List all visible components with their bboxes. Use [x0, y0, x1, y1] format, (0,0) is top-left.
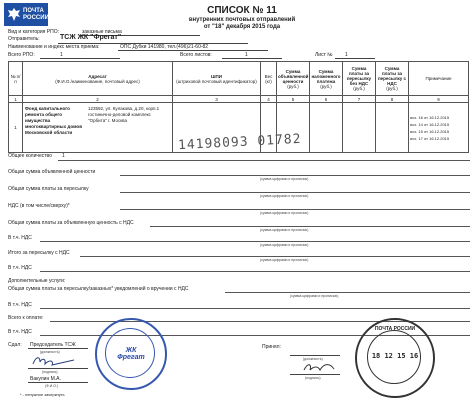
- addressee-name: Фонд капитального ремонта общего имущества многоквартирных домов Московской области: [25, 106, 83, 135]
- extra-label: Дополнительные услуги:: [8, 278, 66, 284]
- col-header-addressee: Адресат (Ф.И.О./наименование, почтовый адрес): [23, 62, 173, 96]
- col-header-postage-vat: Сумма платы за пересылку с НДС (руб.): [376, 62, 409, 96]
- type-label: Вид и категория РПО:: [8, 29, 59, 35]
- vat3-label: В т.ч. НДС: [8, 265, 32, 271]
- stamp-left-text: ЖК Фрегат: [117, 347, 145, 361]
- document-title-block: [150, 5, 334, 31]
- gave-name: Вакулин М.А.: [30, 376, 61, 382]
- footnote: * - ненужное зачеркнуть: [20, 392, 65, 397]
- signature-left: [30, 354, 80, 368]
- count-label: Общее количество: [8, 153, 52, 159]
- handwritten-barcode: 14198093 01782: [177, 131, 302, 154]
- sheets-label: Всего листов:: [180, 52, 212, 58]
- accepted-label: Принял:: [262, 344, 281, 350]
- sender-label: Отправитель:: [8, 36, 40, 42]
- office-label: Наименование и индекс места приема:: [8, 44, 100, 50]
- declared-label: Общая сумма объявленной ценности: [8, 169, 96, 175]
- vat4-label: В т.ч. НДС: [8, 302, 32, 308]
- total-rpo-label: Всего РПО:: [8, 52, 35, 58]
- vat2-label: В т.ч. НДС: [8, 235, 32, 241]
- col-header-num: № п/п: [9, 62, 23, 96]
- pay-label: Всего к оплате:: [8, 315, 44, 321]
- row-notes: исх. 16 от 16.12.2015 исх. 14 от 16.12.2015 исх. 15 от 16.12.2015 исх. 17 от 16.12.2015: [409, 103, 469, 153]
- postage-label: Общая сумма платы за пересылку: [8, 186, 89, 192]
- vat5-label: В т.ч. НДС: [8, 329, 32, 335]
- row-postage-vat: [376, 103, 409, 153]
- gave-label: Сдал:: [8, 342, 22, 348]
- eagle-icon: [7, 7, 21, 22]
- sender-value: ТСЖ ЖК "Фрегат": [60, 34, 122, 41]
- sheets-value: 1: [245, 52, 248, 58]
- postmark-top-text: ПОЧТА РОССИИ: [374, 326, 416, 332]
- row-addressee: [23, 103, 173, 153]
- organization-stamp: [95, 318, 167, 390]
- sheet-label: Лист №: [315, 52, 333, 58]
- col-header-cod: Сумма наложенного платежа (руб.): [310, 62, 343, 96]
- pochta-logo: [4, 3, 48, 26]
- row-num: 1: [9, 103, 23, 153]
- page-subtitle: внутренних почтовых отправлений: [188, 17, 296, 23]
- vat-label: НДС (в том числе/сверху)*: [8, 203, 70, 209]
- addressee-address: 123592, ул. Кулакова, д.20, корп.1 гостинично-деловой комплекс "Орбита" г. Москва: [88, 106, 160, 123]
- table-colnum-row: 1 2 3 4 5 6 7 8 9: [9, 96, 469, 103]
- logo-text: ПОЧТА РОССИИ: [23, 8, 49, 21]
- row-cod: [310, 103, 343, 153]
- col-header-declared: Сумма объявленной ценности (руб.): [277, 62, 310, 96]
- table-header-row: [9, 62, 469, 96]
- page-title: СПИСОК № 11: [207, 5, 277, 16]
- gave-position: Председатель ТСЖ: [30, 342, 76, 348]
- total-label: Итого за пересылку с НДС: [8, 250, 70, 256]
- col-header-postage: Сумма платы за пересылку без НДС (руб.): [343, 62, 376, 96]
- postage-declared-label: Общая сумма платы за объявленную ценность с НДС: [8, 220, 134, 226]
- office-value: ОПС Дубки 141980, тел.(496)21-60-82: [120, 44, 209, 50]
- notify-label: Общая сумма платы за пересылку/заказных* уведомлений о вручении с НДС: [8, 286, 189, 292]
- type-value: заказные письма: [82, 29, 122, 35]
- count-value: 1: [62, 153, 65, 159]
- row-postage: [343, 103, 376, 153]
- col-header-barcode: ШПИ (штриховой почтовый идентификатор): [173, 62, 261, 96]
- signature-right: [300, 360, 340, 374]
- sheet-value: 1: [345, 52, 348, 58]
- total-rpo-value: 1: [60, 52, 63, 58]
- postmark-stamp: [355, 318, 435, 398]
- postmark-date: 18 12 15 16: [371, 352, 419, 360]
- col-header-weight: Вес (кг): [261, 62, 277, 96]
- page-date: от "18" декабря 2015 года: [203, 24, 281, 30]
- col-header-notes: Примечание: [409, 62, 469, 96]
